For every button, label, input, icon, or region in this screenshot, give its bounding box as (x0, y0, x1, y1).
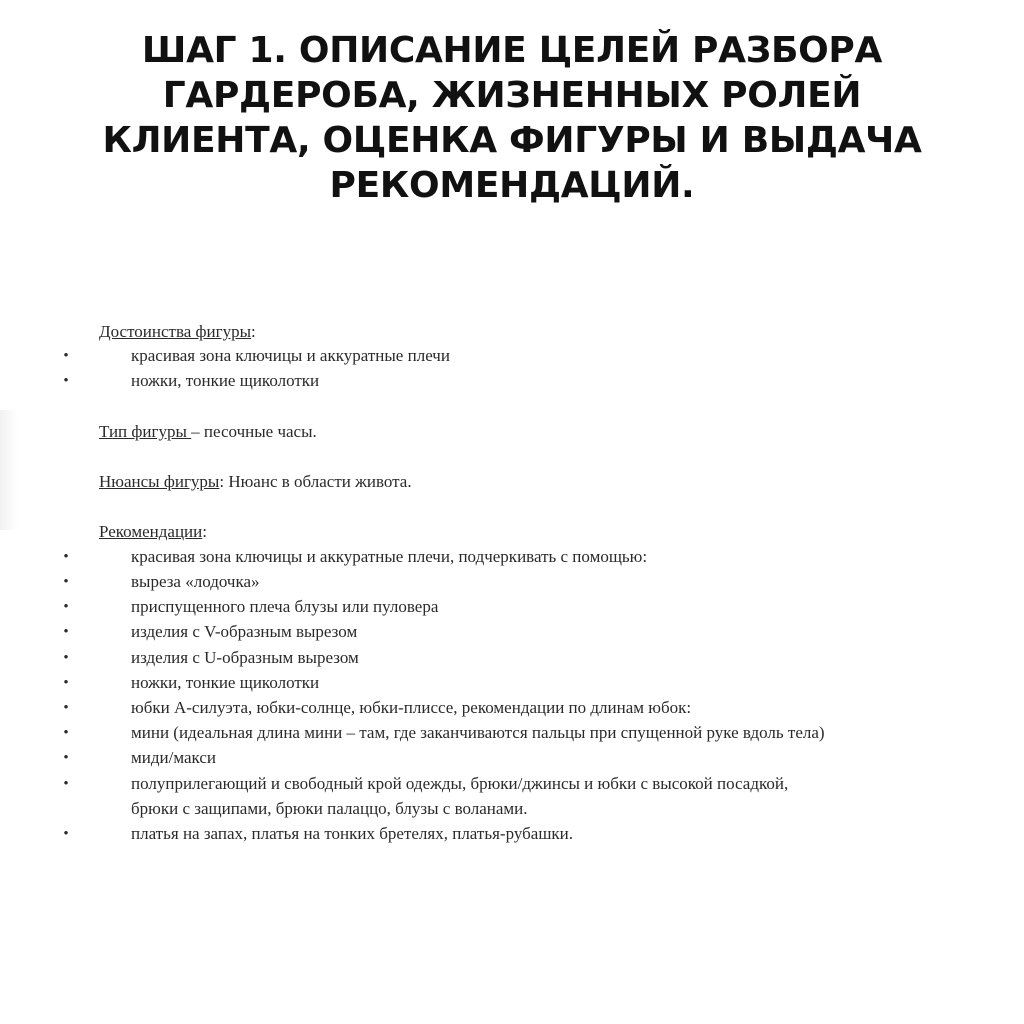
title-line-4: РЕКОМЕНДАЦИЙ. (329, 165, 695, 206)
advantages-item: красивая зона ключицы и аккуратные плечи (131, 346, 450, 365)
advantages-item: ножки, тонкие щиколотки (131, 371, 320, 390)
title-line-2: ГАРДЕРОБА, ЖИЗНЕННЫХ РОЛЕЙ (162, 75, 862, 116)
recommendation-item: изделия с V-образным вырезом (131, 622, 358, 641)
bullet-icon: • (63, 373, 69, 389)
recommendation-item: приспущенного плеча блузы или пуловера (131, 597, 439, 616)
recommendations-heading (99, 521, 207, 543)
recommendation-item: ножки, тонкие щиколотки (131, 673, 320, 692)
recommendation-item: изделия с U-образным вырезом (131, 648, 359, 667)
advantages-heading-text: Достоинства фигуры (99, 322, 252, 341)
bullet-icon: • (63, 599, 69, 615)
recommendations-heading-suffix: : (202, 522, 207, 541)
bullet-icon: • (63, 624, 69, 640)
recommendation-item: выреза «лодочка» (131, 572, 260, 591)
advantages-heading (99, 321, 256, 343)
bullet-icon: • (63, 574, 69, 590)
bullet-icon: • (63, 750, 69, 766)
recommendation-item: мини (идеальная длина мини – там, где заканчиваются пальцы при спущенной руке вдоль тела) (131, 723, 825, 742)
figure-nuances-label: Нюансы фигуры (99, 472, 220, 491)
recommendation-item-continuation: брюки с защипами, брюки палаццо, блузы с воланами. (131, 799, 528, 818)
figure-nuances (99, 471, 412, 493)
bullet-icon: • (63, 675, 69, 691)
scan-shadow (0, 410, 18, 530)
bullet-icon: • (63, 725, 69, 741)
advantages-heading-suffix: : (251, 322, 256, 341)
bullet-icon: • (63, 348, 69, 364)
recommendation-item: полуприлегающий и свободный крой одежды, брюки/джинсы и юбки с высокой посадкой, (131, 774, 789, 793)
figure-type-value: – песочные часы. (191, 422, 317, 441)
recommendation-item: юбки А-силуэта, юбки-солнце, юбки-плиссе, рекомендации по длинам юбок: (131, 698, 692, 717)
recommendation-item: платья на запах, платья на тонких бретелях, платья-рубашки. (131, 824, 574, 843)
figure-type (99, 421, 317, 443)
recommendation-item: миди/макси (131, 748, 216, 767)
page-title (30, 28, 994, 208)
figure-type-label: Тип фигуры (99, 422, 192, 441)
bullet-icon: • (63, 549, 69, 565)
figure-nuances-value: : Нюанс в области живота. (219, 472, 412, 491)
recommendations-heading-text: Рекомендации (99, 522, 203, 541)
bullet-icon: • (63, 826, 69, 842)
bullet-icon: • (63, 700, 69, 716)
recommendation-item: красивая зона ключицы и аккуратные плечи, подчеркивать с помощью: (131, 547, 648, 566)
bullet-icon: • (63, 650, 69, 666)
title-line-3: КЛИЕНТА, ОЦЕНКА ФИГУРЫ И ВЫДАЧА (102, 120, 922, 161)
title-line-1: ШАГ 1. ОПИСАНИЕ ЦЕЛЕЙ РАЗБОРА (141, 30, 883, 71)
bullet-icon: • (63, 776, 69, 792)
